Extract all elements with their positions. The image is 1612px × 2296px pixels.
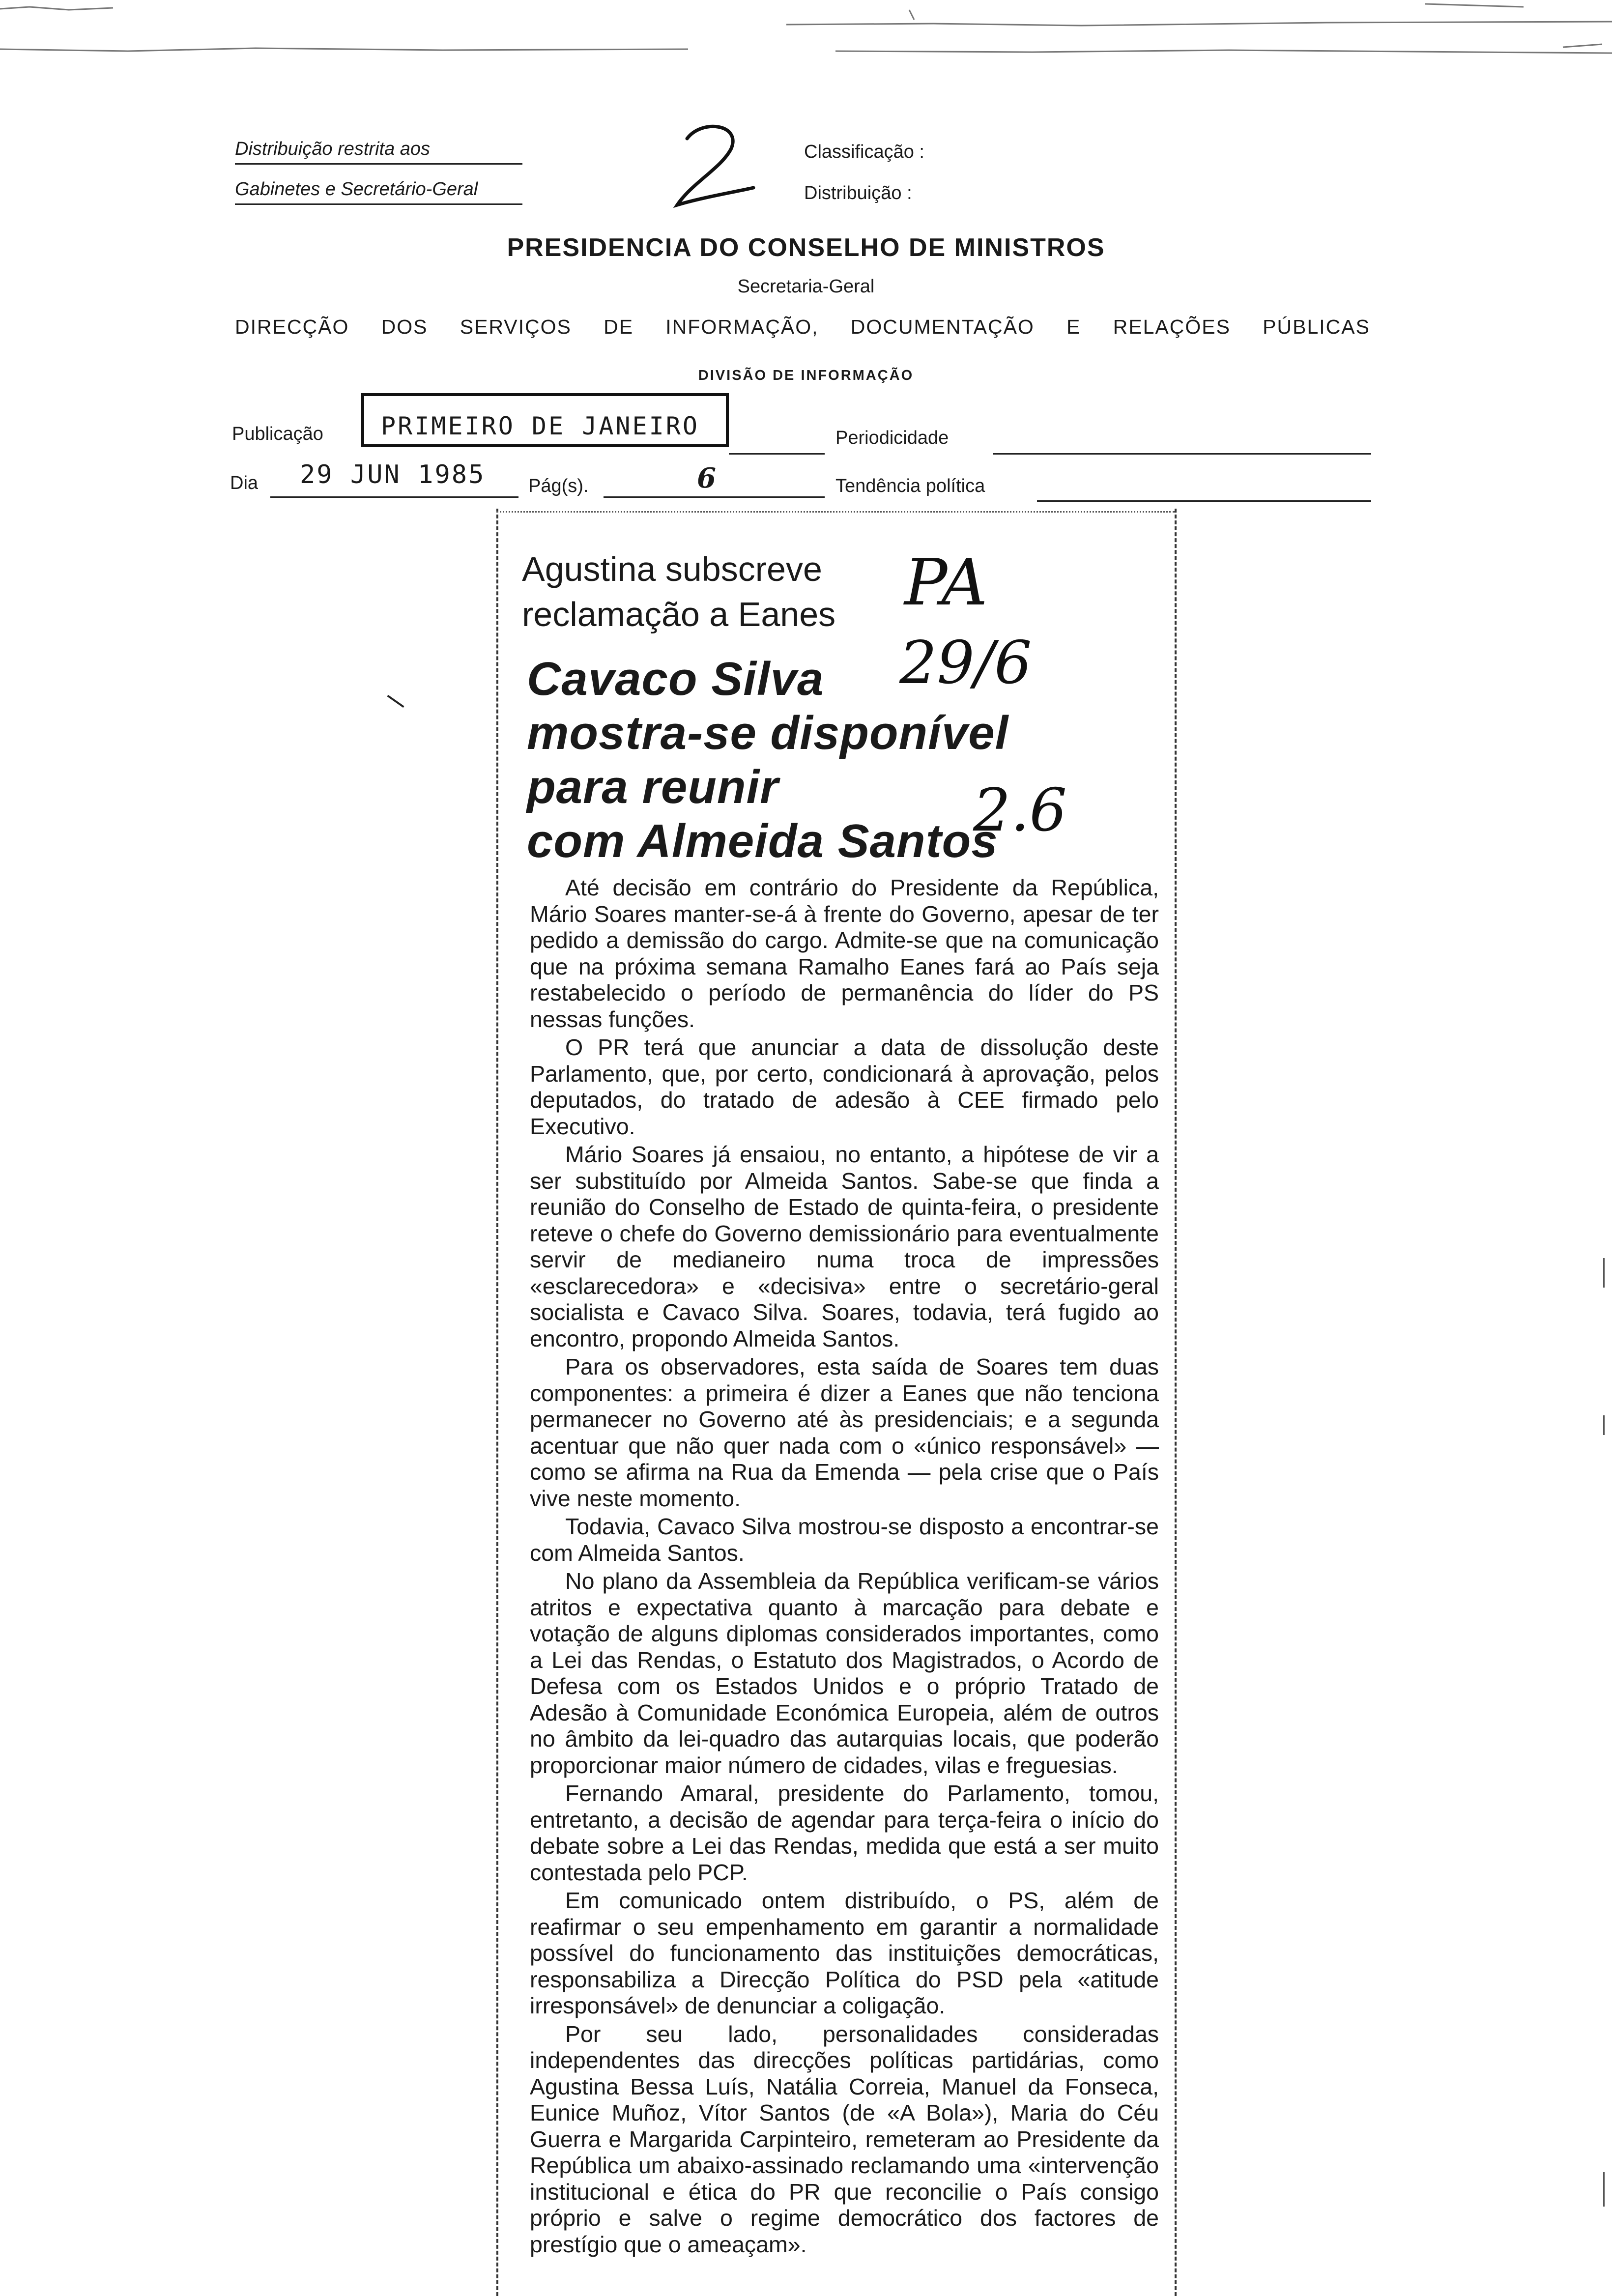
distribution-restricted-line2: Gabinetes e Secretário-Geral xyxy=(235,179,478,200)
clipping-top-edge xyxy=(496,511,1175,513)
department-word: DIRECÇÃO xyxy=(235,316,349,338)
distribution-label: Distribuição : xyxy=(804,183,912,203)
scan-mark xyxy=(1603,2172,1605,2207)
field-rule xyxy=(270,496,518,498)
organization-title: PRESIDENCIA DO CONSELHO DE MINISTROS xyxy=(507,233,1105,262)
article-headline-line4: com Almeida Santos xyxy=(527,815,998,867)
pages-value: 6 xyxy=(697,462,716,494)
article-headline-line2: mostra-se disponível xyxy=(527,707,1009,759)
handwritten-note-line3: 2.6 xyxy=(973,776,1067,845)
article-paragraph: Até decisão em contrário do Presidente da República, Mário Soares manter-se-á à frente do Governo, apesar de ter pedido a demissão do cargo. Admite-se que na comunicação que na próxima semana Ramalho Eanes fará ao País seja restabelecido o período de permanência do líder do PS nessas funções. xyxy=(530,875,1159,1032)
department-word: RELAÇÕES xyxy=(1113,316,1231,338)
department-word: INFORMAÇÃO, xyxy=(665,316,819,338)
department-line xyxy=(235,316,1370,339)
clipping-right-edge xyxy=(1175,509,1177,2296)
field-rule xyxy=(729,453,825,455)
department-word: DOS xyxy=(381,316,428,338)
article-paragraph: Em comunicado ontem distribuído, o PS, além de reafirmar o seu empenhamento em garantir a normalidade possível do funcionamento das instituições democráticas, responsabiliza a Direcção Política do PSD pela «atitude irresponsável» de denunciar a coligação. xyxy=(530,1888,1159,2018)
handwritten-number-2 xyxy=(658,114,756,212)
distribution-restricted-line1: Distribuição restrita aos xyxy=(235,139,431,159)
handwritten-note-line1: PA xyxy=(904,545,988,620)
article-paragraph: Fernando Amaral, presidente do Parlamento, tomou, entretanto, a decisão de agendar para terça-feira o início do debate sobre a Lei das Rendas, medida que está a ser muito contestada pelo PCP. xyxy=(530,1780,1159,1885)
department-word: DOCUMENTAÇÃO xyxy=(850,316,1035,338)
pages-label: Pág(s). xyxy=(528,476,589,496)
publication-label: Publicação xyxy=(232,424,323,444)
article-paragraph: Todavia, Cavaco Silva mostrou-se disposto a encontrar-se com Almeida Santos. xyxy=(530,1514,1159,1566)
classification-label: Classificação : xyxy=(804,142,924,162)
day-label: Dia xyxy=(230,473,259,493)
article-paragraph: No plano da Assembleia da República verificam-se vários atritos e expectativa quanto à marcação para debate e votação de alguns diplomas considerados importantes, como a Lei das Rendas, o Estatuto dos Magistrados, o Acordo de Defesa com os Estados Unidos e o próprio Tratado de Adesão à Comunidade Económica Europeia, além de outros no âmbito da lei-quadro das autarquias locais, que poderão proporcionar maior número de cidades, vilas e freguesias. xyxy=(530,1568,1159,1778)
article-paragraph: Por seu lado, personalidades consideradas independentes das direcções políticas partidárias, como Agustina Bessa Luís, Natália Correia, Manuel da Fonseca, Eunice Muñoz, Vítor Santos (de «A Bola»), Maria do Céu Guerra e Margarida Carpinteiro, remeteram ao Presidente da República um abaixo-assinado reclamando uma «intervenção institucional e ética do PR que reconcilie o País consigo próprio e salve o regime democrático dos factores de prestígio que o ameaçam». xyxy=(530,2021,1159,2257)
article-kicker-line2: reclamação a Eanes xyxy=(522,595,836,633)
scan-mark xyxy=(1603,1415,1605,1435)
day-value: 29 JUN 1985 xyxy=(300,460,486,489)
field-rule xyxy=(604,496,825,498)
organization-subtitle: Secretaria-Geral xyxy=(737,276,875,297)
scan-mark xyxy=(1603,1258,1605,1288)
handwritten-annotation xyxy=(894,541,1101,845)
department-word: E xyxy=(1066,316,1081,338)
publication-value: PRIMEIRO DE JANEIRO xyxy=(381,412,699,440)
division-title: DIVISÃO DE INFORMAÇÃO xyxy=(698,368,914,383)
handwritten-note-line2: 29/6 xyxy=(899,629,1032,697)
scan-noise xyxy=(0,0,1612,79)
article-kicker-line1: Agustina subscreve xyxy=(522,550,822,588)
article-headline-line1: Cavaco Silva xyxy=(527,653,824,705)
field-rule xyxy=(993,453,1371,455)
article-paragraph: Para os observadores, esta saída de Soares tem duas componentes: a primeira é dizer a Eanes que não tenciona permanecer no Governo até às presidenciais; e a segunda acentuar que não quer nada com o «único responsável» — como se afirma na Rua da Emenda — pela crise que o País vive neste momento. xyxy=(530,1354,1159,1511)
article-headline-line3: para reunir xyxy=(527,761,779,813)
scan-mark xyxy=(387,695,404,708)
department-word: DE xyxy=(604,316,634,338)
article-paragraph: O PR terá que anunciar a data de dissolução deste Parlamento, que, por certo, condicionará à aprovação, pelos deputados, do tratado de adesão à CEE firmado pelo Executivo. xyxy=(530,1034,1159,1139)
article-paragraph: Mário Soares já ensaiou, no entanto, a hipótese de vir a ser substituído por Almeida Santos. Sabe-se que finda a reunião do Conselho de Estado de quinta-feira, o presidente reteve o chefe do Governo demissionário para eventualmente servir de medianeiro numa troca de impressões «esclarecedora» e «decisiva» entre o secretário-geral socialista e Cavaco Silva. Soares, todavia, terá fugido ao encontro, propondo Almeida Santos. xyxy=(530,1142,1159,1351)
political-tendency-label: Tendência política xyxy=(835,476,985,496)
field-rule xyxy=(1037,500,1371,502)
department-word: SERVIÇOS xyxy=(460,316,572,338)
divider xyxy=(235,163,522,165)
article-body xyxy=(530,875,1159,2260)
divider xyxy=(235,203,522,205)
periodicity-label: Periodicidade xyxy=(835,428,949,448)
department-word: PÚBLICAS xyxy=(1263,316,1370,338)
clipping-left-edge xyxy=(496,509,498,2296)
